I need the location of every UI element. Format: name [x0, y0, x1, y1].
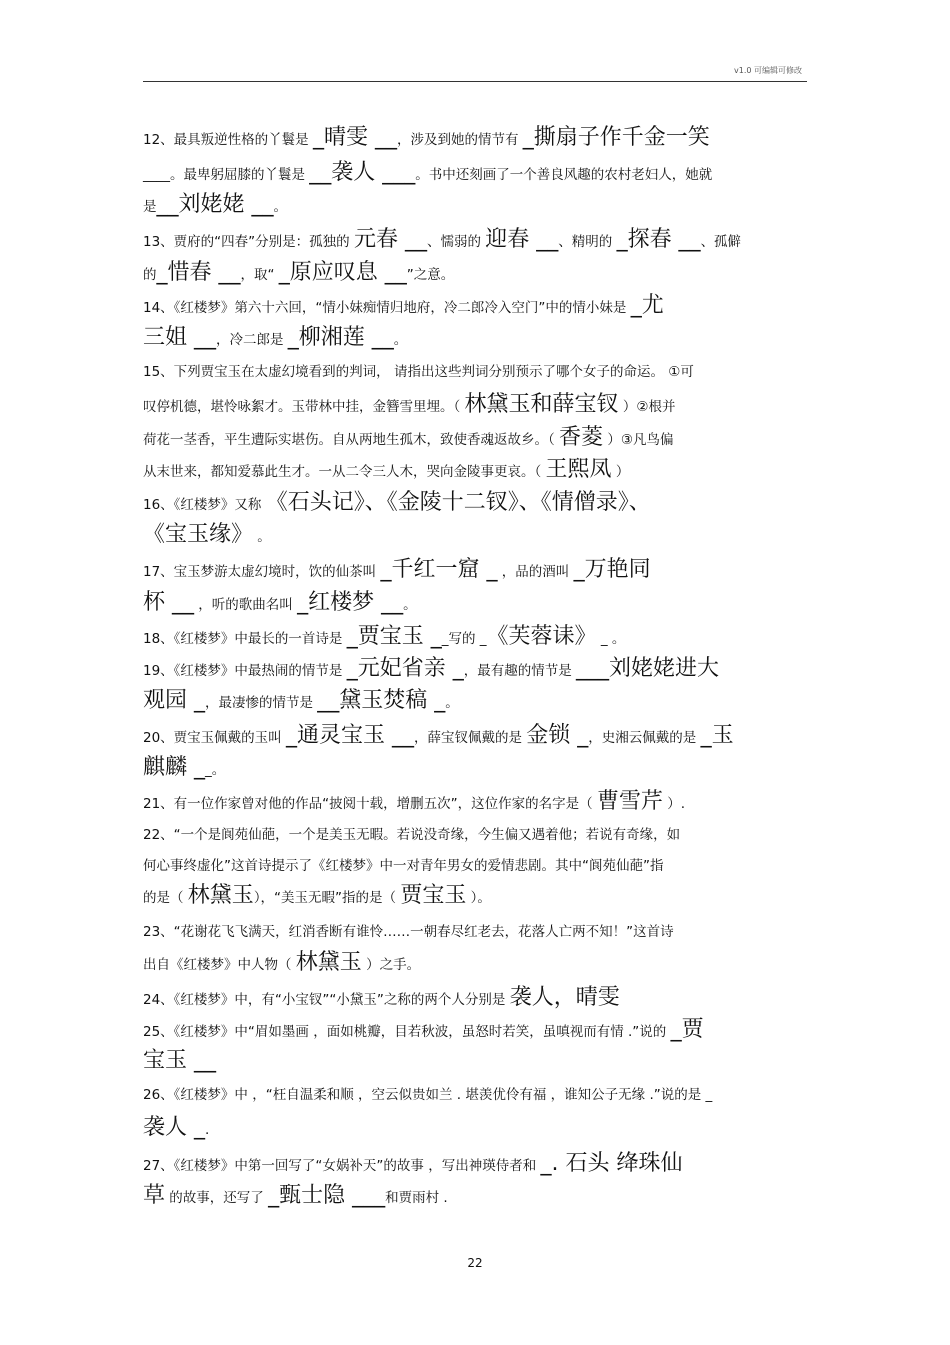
text-line: [143, 387, 675, 418]
answer-text: 林黛玉: [295, 950, 362, 975]
answer-text: 王熙凤: [545, 457, 612, 482]
answer-text: 《芙蓉诔》: [486, 624, 597, 649]
answer-text: ___刘姥姥进大: [576, 656, 720, 681]
answer-text: _惜春 __: [156, 260, 241, 285]
text-line: [143, 945, 420, 976]
text-line: [143, 585, 417, 616]
answer-text: 袭人 _: [143, 1115, 205, 1140]
answer-text: __袭人 ___: [309, 160, 416, 185]
question-text: 、精明的: [558, 234, 617, 250]
text-line: [143, 854, 663, 874]
question-text: 20、贾宝玉佩戴的玉叫: [143, 730, 286, 746]
text-line: [143, 784, 685, 815]
answer-text: 林黛玉和薛宝钗: [464, 392, 619, 417]
text-line: [143, 1178, 448, 1209]
answer-text: _. 石头 绛珠仙: [540, 1151, 683, 1176]
question-text: ）③凡鸟偏: [603, 432, 674, 448]
question-text: 27、《红楼梦》中第一回写了“女娲补天”的故事 ，写出神瑛侍者和: [143, 1158, 541, 1174]
text-line: [143, 1012, 704, 1043]
question-text: 荷花一茎香，平生遭际实堪伤。自从两地生孤木，致使香魂返故乡。（: [143, 432, 560, 448]
question-text: ，听的歌曲名叫: [194, 597, 298, 613]
text-line: [143, 120, 710, 151]
answer-text: 观园 _: [143, 688, 205, 713]
text-line: [143, 517, 271, 548]
answer-text: _原应叹息 __: [278, 260, 407, 285]
question-text: 从末世来，都知爱慕此生才。一从二令三人木，哭向金陵事更哀。（: [143, 464, 546, 480]
answer-text: _探春 __: [616, 227, 701, 252]
question-text: 26、《红楼梦》中 ，“枉自温柔和顺 ，空云似贵如兰 . 堪羡优伶有福 ，谁知公子无缘 .”说的是 _: [143, 1087, 713, 1103]
answer-text: _贾宝玉 _: [346, 624, 442, 649]
question-text: 18、《红楼梦》中最长的一首诗是: [143, 631, 347, 647]
text-line: [143, 683, 459, 714]
question-text: 16、《红楼梦》又称: [143, 497, 266, 513]
text-line: [143, 485, 651, 516]
text-line: [143, 718, 734, 749]
question-text: 是: [143, 199, 157, 215]
question-text: _。: [205, 762, 226, 778]
answer-text: 迎春 __: [485, 227, 559, 252]
question-text: .: [205, 1122, 210, 1138]
answer-text: _红楼梦 __: [297, 590, 404, 615]
text-line: [143, 878, 491, 909]
answer-text: 宝玉 __: [143, 1048, 216, 1073]
answer-text: _元妃省亲 _: [346, 656, 464, 681]
answer-text: 元春 __: [353, 227, 427, 252]
answer-text: 金锁 _: [526, 723, 589, 748]
question-text: ，取“: [240, 267, 279, 283]
question-text: 。: [273, 199, 287, 215]
header-version-text: v1.0 可编辑可修改: [734, 66, 802, 75]
answer-text: _撕扇子作千金一笑: [522, 125, 710, 150]
question-text: 、懦弱的: [426, 234, 486, 250]
question-text: 14、《红楼梦》第六十六回，“情小妹痴情归地府，冷二郎冷入空门”中的情小妹是: [143, 300, 631, 316]
question-text: ，冷二郎是: [216, 332, 288, 348]
text-line: [143, 651, 719, 682]
question-text: 。: [253, 529, 271, 545]
text-line: [143, 320, 407, 351]
question-text: _ 。: [596, 631, 626, 647]
answer-text: 贾宝玉: [400, 883, 467, 908]
answer-text: 曹雪芹: [596, 789, 663, 814]
question-text: 22、“一个是阆苑仙葩，一个是美玉无暇。若说没奇缘，今生偏又遇着他；若说有奇缘，如: [143, 827, 681, 843]
text-line: [143, 452, 629, 483]
header-rule: [143, 81, 807, 82]
question-text: ，史湘云佩戴的是: [588, 730, 701, 746]
text-line: [143, 1043, 216, 1074]
answer-text: _甄士隐 ___: [268, 1183, 386, 1208]
text-line: [143, 980, 620, 1011]
text-line: [143, 187, 287, 218]
text-line: [143, 155, 712, 186]
question-text: 。: [393, 332, 408, 348]
answer-text: 草: [143, 1183, 166, 1208]
answer-text: __黛玉焚稿 _: [317, 688, 446, 713]
answer-text: 三姐 __: [143, 325, 216, 350]
answer-text: 《石头记》、《金陵十二钗》、《情僧录》、: [265, 490, 651, 515]
answer-text: 袭人，晴雯: [509, 985, 620, 1010]
question-text: ，最有趣的情节是: [463, 663, 577, 679]
answer-text: __刘姥姥 __: [156, 192, 274, 217]
question-text: ，薛宝钗佩戴的是: [413, 730, 527, 746]
question-text: 17、宝玉梦游太虚幻境时，饮的仙茶叫: [143, 564, 381, 580]
question-text: ）②根并: [618, 399, 676, 415]
question-text: ____。最卑躬屈膝的丫鬟是: [143, 167, 310, 183]
question-text: 。: [445, 695, 459, 711]
text-line: [143, 288, 664, 319]
answer-text: _千红一窟 _: [380, 557, 498, 582]
question-text: 的是（: [143, 890, 188, 906]
question-text: 的: [143, 267, 157, 283]
text-line: [143, 222, 741, 253]
answer-text: _柳湘莲 __: [287, 325, 394, 350]
question-text: ）: [611, 464, 630, 480]
question-text: ，涉及到她的情节有: [396, 132, 523, 148]
question-text: ），“美玉无暇”指的是（: [253, 890, 401, 906]
question-text: ，品的酒叫: [497, 564, 574, 580]
page-number: 22: [467, 1256, 483, 1270]
question-text: ”之意。: [406, 267, 455, 283]
text-line: [143, 1146, 682, 1177]
question-text: 21、有一位作家曾对他的作品“披阅十载，增删五次”，这位作家的名字是（: [143, 796, 597, 812]
text-line: [143, 1110, 209, 1141]
answer-text: _贾: [670, 1017, 704, 1042]
answer-text: _通灵宝玉 __: [285, 723, 414, 748]
answer-text: _晴雯 __: [312, 125, 397, 150]
text-line: [143, 552, 651, 583]
answer-text: 杯 __: [143, 590, 194, 615]
question-text: 15、下列贾宝玉在太虚幻境看到的判词， 请指出这些判词分别预示了哪个女子的命运。 ①可: [143, 364, 694, 380]
answer-text: 麒麟 _: [143, 755, 205, 780]
question-text: 。: [403, 597, 417, 613]
answer-text: _尤: [630, 293, 664, 318]
question-text: 23、“花谢花飞飞满天，红消香断有谁怜……一朝春尽红老去，花落人亡两不知！”这首诗: [143, 924, 674, 940]
answer-text: 林黛玉: [187, 883, 254, 908]
question-text: 、孤僻: [700, 234, 742, 250]
answer-text: 《宝玉缘》: [143, 522, 254, 547]
question-text: 。书中还刻画了一个善良风趣的农村老妇人，她就: [415, 167, 713, 183]
answer-text: 香菱: [559, 425, 604, 450]
question-text: 12、最具叛逆性格的丫鬟是: [143, 132, 313, 148]
question-text: 何心事终虚化”这首诗提示了《红楼梦》中一对青年男女的爱情悲剧。其中“阆苑仙葩”指: [143, 858, 664, 874]
answer-text: _玉: [700, 723, 734, 748]
question-text: 13、贾府的“四春”分别是：孤独的: [143, 234, 354, 250]
question-text: 叹停机德，堪怜咏絮才。玉带林中挂，金簪雪里埋。（: [143, 399, 465, 415]
text-line: [143, 360, 694, 380]
text-line: [143, 255, 454, 286]
text-line: [143, 750, 225, 781]
text-line: [143, 823, 680, 843]
question-text: _写的 _: [441, 631, 487, 647]
question-text: 25、《红楼梦》中“眉如墨画 ，面如桃瓣，目若秋波，虽怒时若笑，虽嗔视而有情 .”说的: [143, 1024, 671, 1040]
question-text: 出自《红楼梦》中人物（: [143, 957, 296, 973]
text-line: [143, 1083, 712, 1103]
question-text: ）.: [662, 796, 686, 812]
question-text: ，最凄惨的情节是: [205, 695, 318, 711]
question-text: 19、《红楼梦》中最热闹的情节是: [143, 663, 347, 679]
question-text: 的故事，还写了: [165, 1190, 269, 1206]
question-text: 和贾雨村 .: [385, 1190, 448, 1206]
question-text: ）之手。: [361, 957, 421, 973]
question-text: 24、《红楼梦》中，有“小宝钗”“小黛玉”之称的两个人分别是: [143, 992, 510, 1008]
question-text: ）。: [466, 890, 491, 906]
answer-text: _万艳同: [573, 557, 651, 582]
text-line: [143, 619, 625, 650]
text-line: [143, 420, 673, 451]
text-line: [143, 920, 674, 940]
